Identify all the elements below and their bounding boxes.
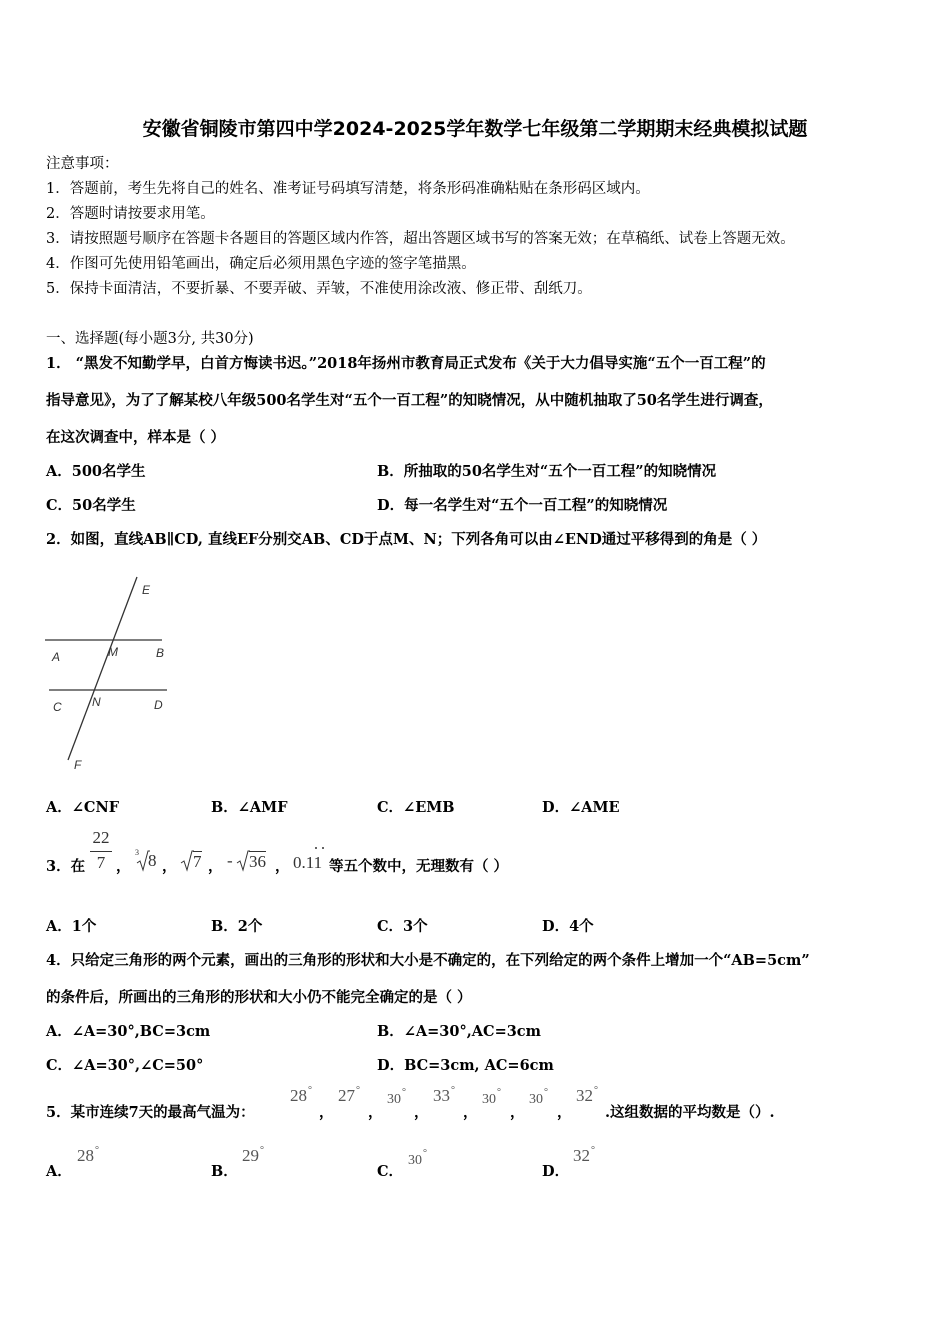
q5-comma: ，: [463, 1104, 478, 1121]
label-d: D: [154, 698, 163, 712]
q3-separator: ，: [275, 858, 290, 875]
q1-stem-line: 指导意见》，为了了解某校八年级500名学生对“五个一百工程”的知晓情况，从中随机抽取了50名学生进行调查，: [46, 392, 773, 409]
q5-option-c-value: 30°: [408, 1148, 427, 1168]
q5-temp: 30°: [529, 1087, 548, 1107]
q3-cube-index: 3: [135, 848, 139, 857]
q2-option-a: A．∠CNF: [46, 799, 119, 816]
q5-temp: 32°: [576, 1085, 598, 1105]
label-e: E: [142, 583, 151, 597]
q3-suffix: 等五个数中，无理数有（ ）: [329, 858, 509, 875]
q3-cube-radicand: 8: [148, 851, 157, 870]
q3-frac-numerator: 22: [92, 828, 110, 847]
q5-comma: ，: [368, 1104, 383, 1121]
q5-option-a-value: 28°: [77, 1145, 99, 1165]
q3-option-b: B．2个: [211, 918, 263, 935]
notice-item: 4．作图可先使用铅笔画出，确定后必须用黑色字迹的签字笔描黑。: [46, 256, 476, 272]
q5-option-d-value: 32°: [573, 1145, 595, 1165]
q5-temp: 30°: [482, 1087, 501, 1107]
notice-item: 1．答题前，考生先将自己的姓名、准考证号码填写清楚，将条形码准确粘贴在条形码区域内。: [46, 181, 650, 197]
label-f: F: [74, 758, 82, 772]
q3-negative-sign: -: [227, 851, 233, 870]
q5-prefix: 5．某市连续7天的最高气温为：: [46, 1104, 255, 1121]
q1-option-a: A．500名学生: [46, 463, 146, 480]
q3-frac-denominator: 7: [96, 853, 106, 872]
label-b: B: [156, 646, 165, 660]
notice-item: 3．请按照题号顺序在答题卡各题目的答题区域内作答，超出答题区域书写的答案无效；在草稿纸、试卷上答题无效。: [46, 231, 795, 247]
label-n: N: [92, 695, 101, 709]
q5-option-c-label: C．: [377, 1163, 404, 1180]
q1-stem-line: 1． “黑发不知勤学早，白首方悔读书迟。”2018年扬州市教育局正式发布《关于大力倡导实施“五个一百工程”的: [46, 355, 766, 372]
label-c: C: [53, 700, 62, 714]
notice-heading: 注意事项：: [46, 156, 119, 172]
q5-option-a-label: A．: [46, 1163, 72, 1180]
q4-option-d: D．BC=3cm, AC=6cm: [377, 1057, 554, 1074]
label-m: M: [108, 645, 118, 659]
q2-stem: 2．如图，直线AB∥CD, 直线EF分别交AB、CD于点M、N；下列各角可以由∠END通过平移得到的角是（ ）: [46, 531, 767, 548]
q3-frac-bar: [90, 851, 112, 852]
q3-option-c: C．3个: [377, 918, 428, 935]
q3-neg-sqrt-radicand: 36: [249, 852, 266, 871]
q5-comma: ，: [510, 1104, 525, 1121]
q5-option-b-label: B．: [211, 1163, 238, 1180]
q3-sqrt-sign: [180, 850, 194, 872]
q3-neg-sqrt-sign: [236, 850, 250, 872]
q4-option-c: C．∠A=30°,∠C=50°: [46, 1057, 204, 1074]
q3-sqrt-radicand: 7: [193, 852, 202, 871]
q5-comma: ，: [414, 1104, 429, 1121]
q5-comma: ，: [557, 1104, 572, 1121]
q4-stem-line: 的条件后，所画出的三角形的形状和大小仍不能完全确定的是（ ）: [46, 989, 472, 1006]
q4-option-b: B．∠A=30°,AC=3cm: [377, 1023, 541, 1040]
q4-option-a: A．∠A=30°,BC=3cm: [46, 1023, 211, 1040]
q5-suffix: .这组数据的平均数是（）.: [605, 1104, 775, 1121]
q2-figure: [40, 570, 180, 780]
q1-option-c: C．50名学生: [46, 497, 136, 514]
q5-option-b-value: 29°: [242, 1145, 264, 1165]
q2-option-b: B．∠AMF: [211, 799, 288, 816]
q3-separator: ，: [208, 858, 223, 875]
q5-temp: 28°: [290, 1085, 312, 1105]
q3-separator: ，: [116, 858, 131, 875]
line-ef: [68, 577, 137, 760]
q1-option-b: B．所抽取的50名学生对“五个一百工程”的知晓情况: [377, 463, 717, 480]
q5-option-d-label: D．: [542, 1163, 570, 1180]
q3-separator: ，: [162, 858, 177, 875]
q1-stem-line: 在这次调查中，样本是（ ）: [46, 429, 226, 446]
label-a: A: [52, 650, 61, 664]
q3-repeating-decimal: 0.11: [293, 853, 323, 872]
q4-stem-line: 4．只给定三角形的两个元素，画出的三角形的形状和大小是不确定的，在下列给定的两个条件上增加一个“AB=5cm”: [46, 952, 810, 969]
notice-item: 2．答题时请按要求用笔。: [46, 206, 215, 222]
q3-prefix: 3．在: [46, 858, 86, 875]
q3-repeat-dot: [315, 847, 317, 849]
q1-option-d: D．每一名学生对“五个一百工程”的知晓情况: [377, 497, 668, 514]
q3-option-a: A．1个: [46, 918, 97, 935]
q5-comma: ，: [319, 1104, 334, 1121]
page-title: 安徽省铜陵市第四中学2024-2025学年数学七年级第二学期期末经典模拟试题: [142, 118, 808, 140]
q5-temp: 27°: [338, 1085, 360, 1105]
q3-repeat-dot: [322, 847, 324, 849]
q2-option-d: D．∠AME: [542, 799, 620, 816]
section-heading: 一、选择题(每小题3分, 共30分): [46, 331, 254, 347]
q2-option-c: C．∠EMB: [377, 799, 455, 816]
q3-option-d: D．4个: [542, 918, 594, 935]
q5-temp: 33°: [433, 1085, 455, 1105]
q5-temp: 30°: [387, 1087, 406, 1107]
notice-item: 5．保持卡面清洁，不要折暴、不要弄破、弄皱，不准使用涂改液、修正带、刮纸刀。: [46, 281, 592, 297]
